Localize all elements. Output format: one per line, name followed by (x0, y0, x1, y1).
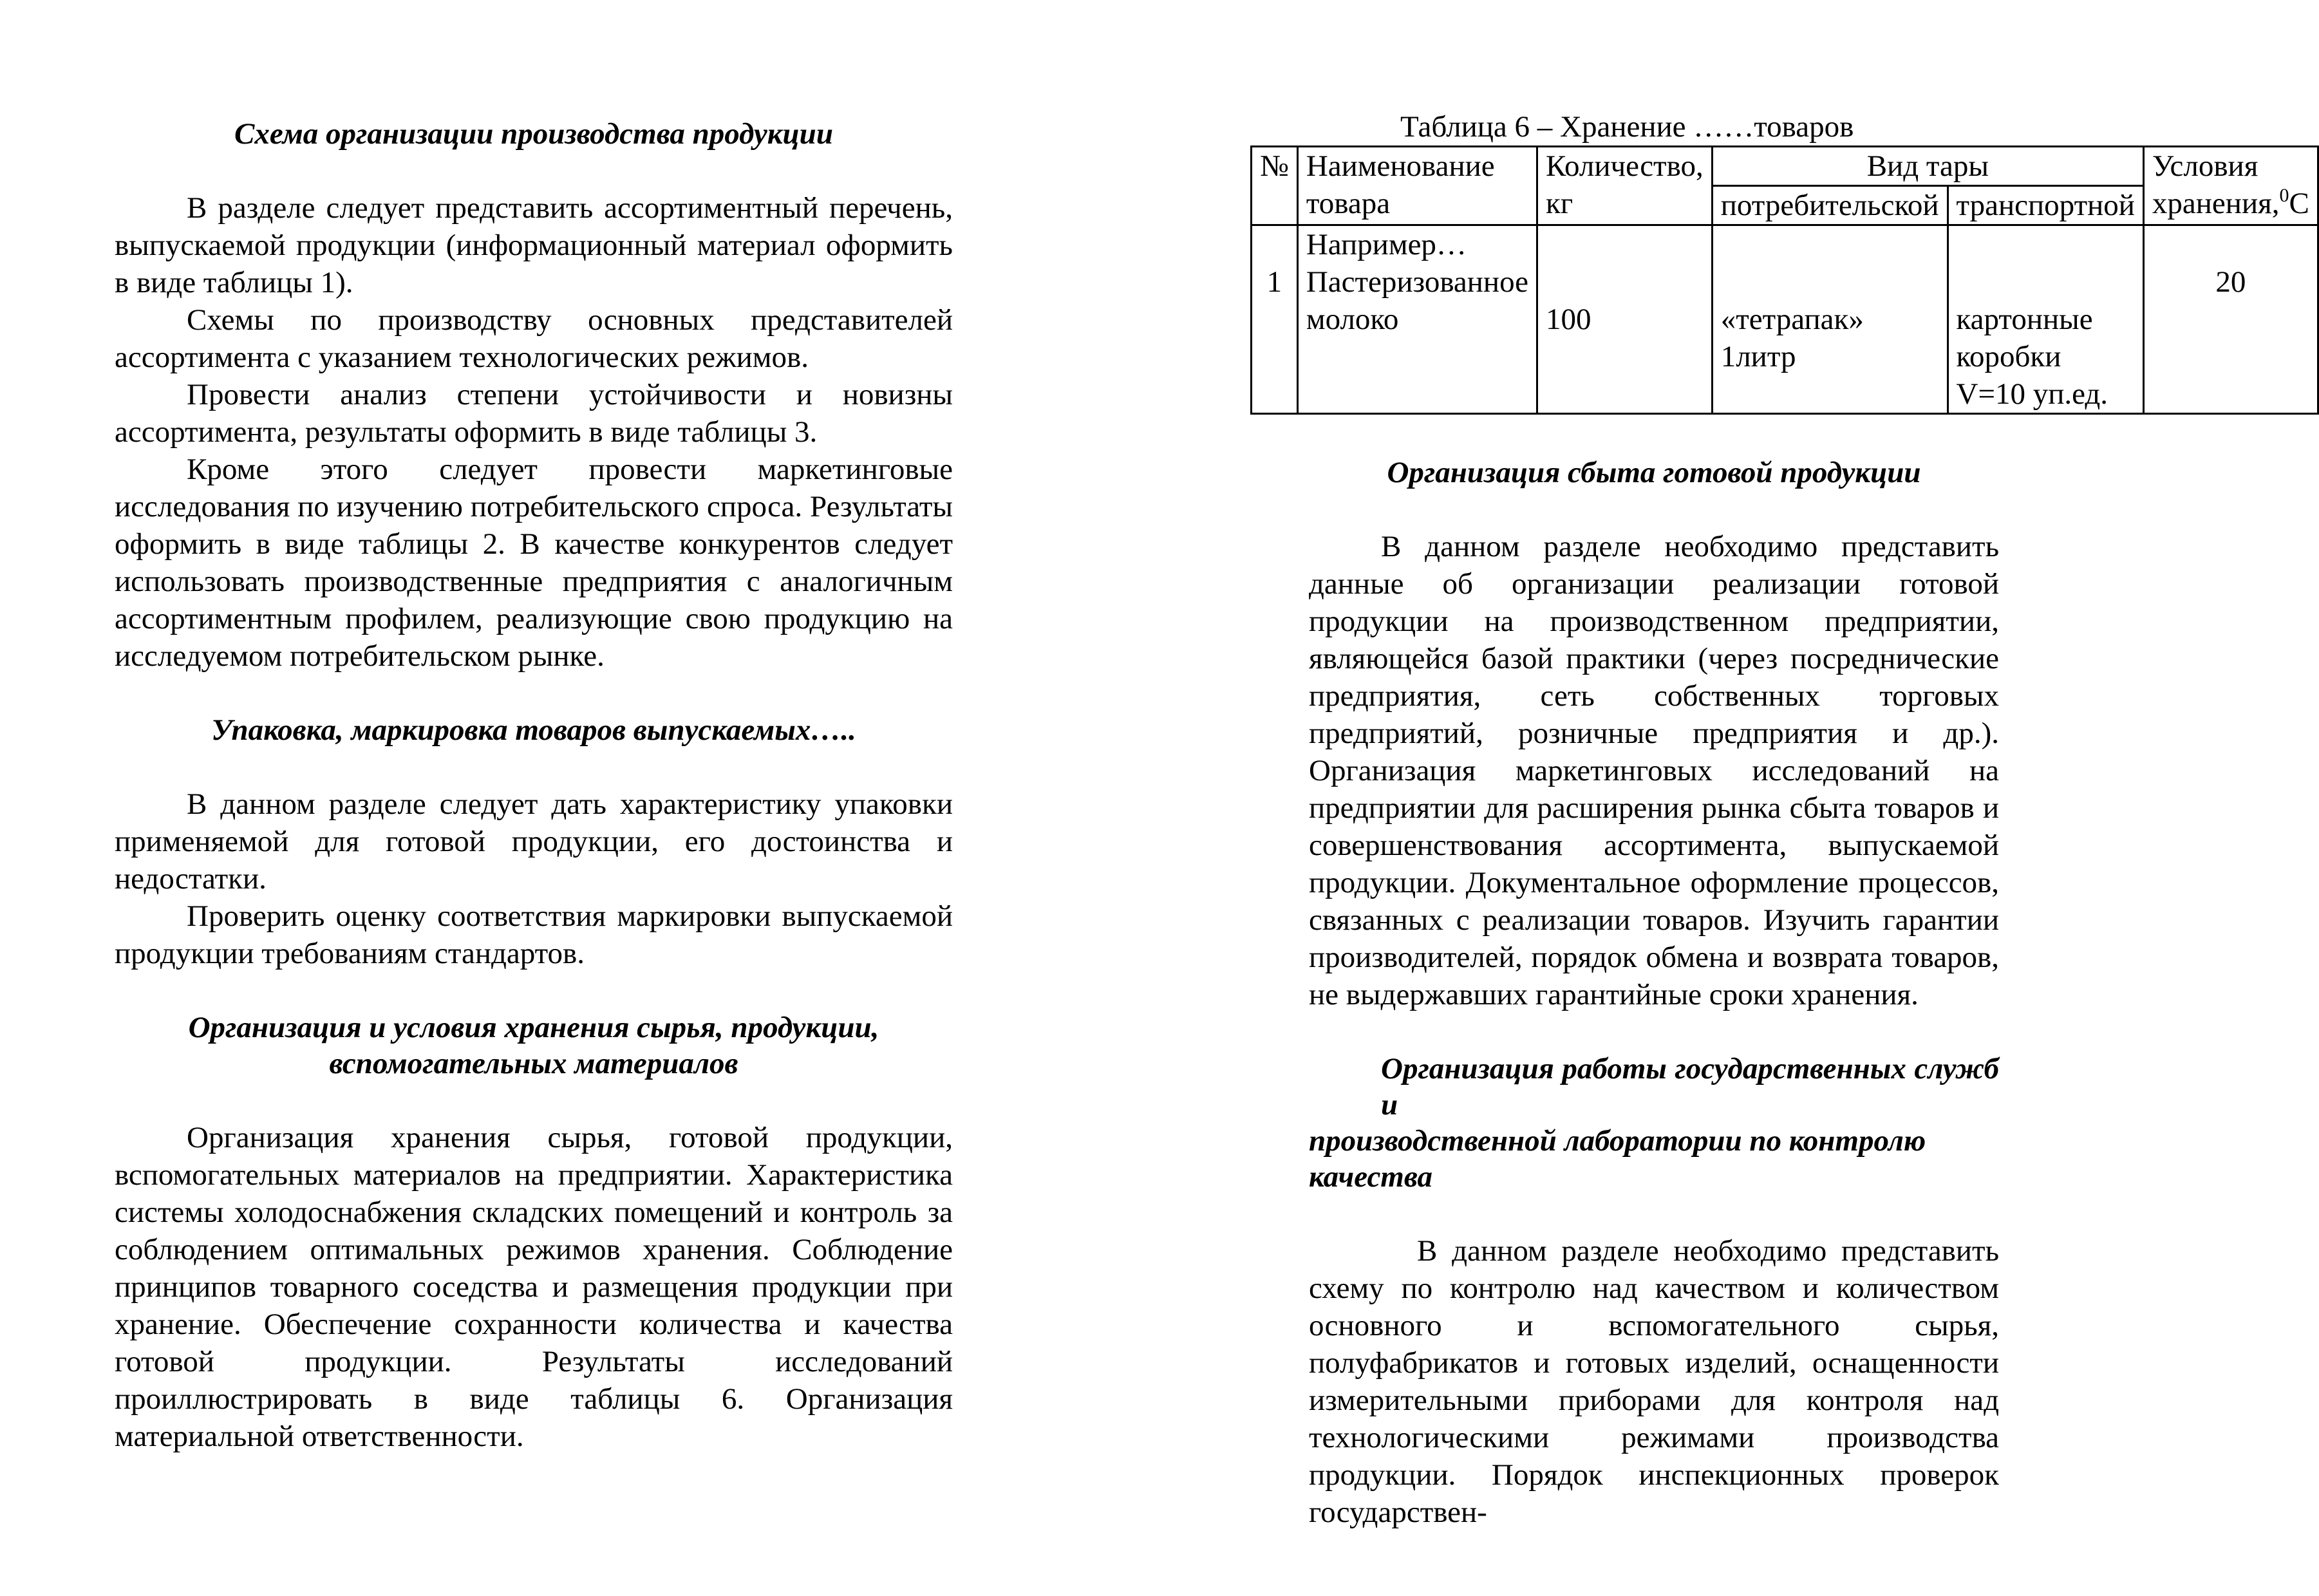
header-name: Наименование товара (1297, 147, 1537, 225)
table-caption: Таблица 6 – Хранение ……товаров (1400, 110, 1854, 144)
heading-storage (115, 1009, 953, 1082)
storage-table (1250, 146, 2319, 415)
heading-production-scheme: Схема организации производства продукции (234, 117, 833, 151)
heading-sales: Организация сбыта готовой продукции (1387, 456, 1921, 489)
table-row (1252, 225, 2318, 414)
paragraph: Проверить оценку соответствия маркировки выпускаемой продукции требованиям стандартов. (115, 899, 953, 970)
paragraph: В данном разделе необходимо представить данные об организации реализации готовой продукции на производственном предприятии, являющейся базой практики (через посреднические предприятия, сеть собственных торговых предприятий, розничные предприятия и др.). Организация маркетинговых исследований на предприятии для расширения рынка сбыта товаров и совершенствования ассортимента, выпускаемой продукции. Документальное оформление процессов, связанных с реализации товаров. Изучить гарантии производителей, порядок обмена и возврата товаров, не выдержавших гарантийные сроки хранения. (1309, 530, 1999, 1011)
cell-name: Например… Пастеризованное молоко (1297, 225, 1537, 414)
cell-qty: 100 (1537, 225, 1713, 414)
header-num: № (1252, 147, 1298, 225)
left-page (0, 0, 1129, 1596)
heading-line: производственной лаборатории по контролю качества (1309, 1124, 1926, 1194)
heading-quality-control (1309, 1051, 1999, 1123)
right-page (1129, 0, 2309, 1596)
heading-quality-control-cont (1309, 1123, 1999, 1195)
paragraph: Кроме этого следует провести маркетинговые исследования по изучению потребительского спроса. Результаты оформить в виде таблицы 2. В качестве конкурентов следует использовать производственные предприятия с аналогичным ассортиментным профилем, реализующие свою продукцию на исследуемом потребительском рынке. (115, 453, 953, 673)
right-column (1260, 109, 2309, 1531)
degree-sup: 0 (2279, 185, 2289, 206)
cell-conditions: 20 (2143, 225, 2318, 414)
header-conditions-text: Условия хранения, (2152, 149, 2280, 220)
table-header-row (1252, 147, 2318, 186)
heading-line: Организация и условия хранения сырья, продукции, (188, 1011, 879, 1044)
cell-num: 1 (1252, 225, 1298, 414)
paragraph: Организация хранения сырья, готовой продукции, вспомогательных материалов на предприятии. Характеристика системы холодоснабжения складских помещений и контроль за соблюдением оптимальных режимов хранения. Соблюдение принципов товарного соседства и размещения продукции при хранение. Обеспечение сохранности количества и качества готовой продукции. Результаты исследований проиллюстрировать в виде таблицы 6. Организация материальной ответственности. (115, 1121, 953, 1453)
paragraph: В данном разделе следует дать характеристику упаковки применяемой для готовой продукции, его достоинства и недостатки. (115, 787, 953, 896)
cell-transport: картонные коробки V=10 уп.ед. (1948, 225, 2143, 414)
heading-line: Организация работы государственных служб и (1381, 1052, 1999, 1122)
paragraph: В разделе следует представить ассортиментный перечень, выпускаемой продукции (информационный материал оформить в виде таблицы 1). (115, 191, 953, 299)
header-conditions (2143, 147, 2318, 225)
paragraph: Схемы по производству основных представителей ассортимента с указанием технологических режимов. (115, 303, 953, 374)
paragraph: Провести анализ степени устойчивости и новизны ассортимента, результаты оформить в виде таблицы 3. (115, 378, 953, 449)
paragraph: В данном разделе необходимо представить схему по контролю над качеством и количеством основного и вспомогательного сырья, полуфабрикатов и готовых изделий, оснащенности измерительными приборами для контроля над технологическими режимами производства продукции. Порядок инспекционных проверок государствен- (1309, 1234, 1999, 1529)
header-conditions-unit: С (2289, 187, 2309, 220)
left-column (115, 116, 953, 1455)
header-qty: Количество, кг (1537, 147, 1713, 225)
header-consumer: потребительской (1712, 186, 1948, 225)
heading-packaging: Упаковка, маркировка товаров выпускаемых….. (211, 713, 856, 747)
header-transport: транспортной (1948, 186, 2143, 225)
header-tara: Вид тары (1712, 147, 2143, 186)
cell-consumer: «тетрапак» 1литр (1712, 225, 1948, 414)
heading-line: вспомогательных материалов (329, 1047, 738, 1080)
